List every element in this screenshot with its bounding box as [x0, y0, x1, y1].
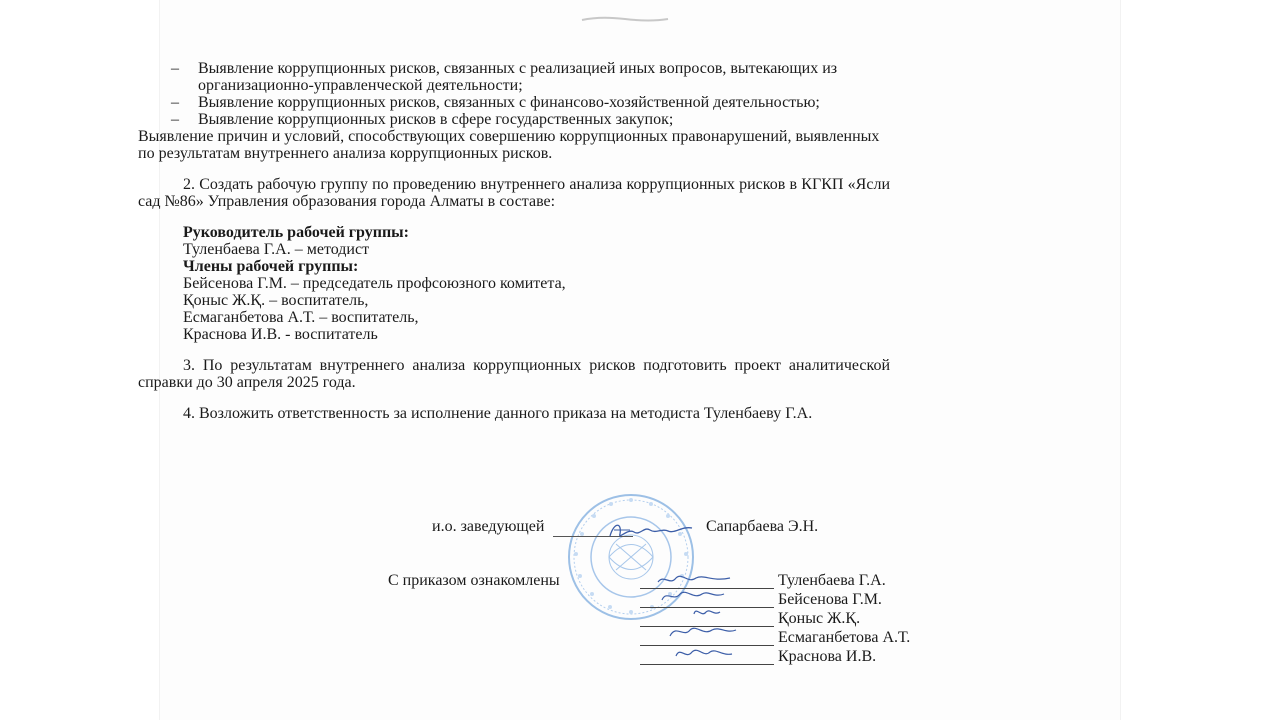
- list-dash: –: [171, 94, 179, 111]
- head-handwritten-signature: [604, 518, 696, 544]
- member-line: Есмаганбетова А.Т. – воспитатель,: [183, 309, 419, 326]
- list-dash: –: [171, 111, 179, 128]
- list-item: – Выявление коррупционных рисков, связанных с реализацией иных вопросов, вытекающих из организационно-управленческой деятельности;: [171, 60, 838, 94]
- member-line: Қоныс Ж.Қ. – воспитатель,: [183, 292, 369, 309]
- acknowledged-name: Бейсенова Г.М.: [778, 591, 882, 608]
- working-group: [138, 224, 890, 343]
- leader-line: Туленбаева Г.А. – методист: [183, 241, 370, 258]
- intro-paragraph: Выявление причин и условий, способствующих совершению коррупционных правонарушений, выявленных по результатам внутреннего анализа коррупционных рисков.: [138, 128, 880, 162]
- acknowledged-name: Туленбаева Г.А.: [778, 572, 886, 589]
- item-4-paragraph: 4. Возложить ответственность за исполнение данного приказа на методиста Туленбаеву Г.А.: [183, 405, 813, 422]
- acknowledged-name: Краснова И.В.: [778, 648, 877, 665]
- leader-heading: Руководитель рабочей группы:: [183, 224, 409, 241]
- acknowledged-name: Қоныс Ж.Қ.: [778, 610, 861, 627]
- signatory-position: и.о. заведующей: [432, 518, 545, 535]
- item-2-paragraph: 2. Создать рабочую группу по проведению внутреннего анализа коррупционных рисков в КГКП «Ясли сад №86» Управления образования города Алматы в составе:: [138, 176, 890, 210]
- acknowledgement-title: С приказом ознакомлены: [388, 572, 560, 589]
- acknowledged-name: Есмаганбетова А.Т.: [778, 629, 911, 646]
- list-item: – Выявление коррупционных рисков в сфере государственных закупок;: [171, 111, 674, 128]
- members-heading: Члены рабочей группы:: [183, 258, 359, 275]
- acknowledgement-handwritten-signatures: [650, 572, 742, 676]
- member-line: Бейсенова Г.М. – председатель профсоюзного комитета,: [183, 275, 566, 292]
- list-dash: –: [171, 60, 179, 77]
- item-3-paragraph: 3. По результатам внутреннего анализа коррупционных рисков подготовить проект аналитической справки до 30 апреля 2025 года.: [138, 357, 890, 391]
- member-line: Краснова И.В. - воспитатель: [183, 326, 378, 343]
- document-body: [138, 60, 890, 422]
- signatory-name: Сапарбаева Э.Н.: [706, 518, 819, 535]
- risk-list: [138, 60, 890, 128]
- list-item: – Выявление коррупционных рисков, связанных с финансово-хозяйственной деятельностью;: [171, 94, 820, 111]
- page-header-smudge: [580, 14, 670, 24]
